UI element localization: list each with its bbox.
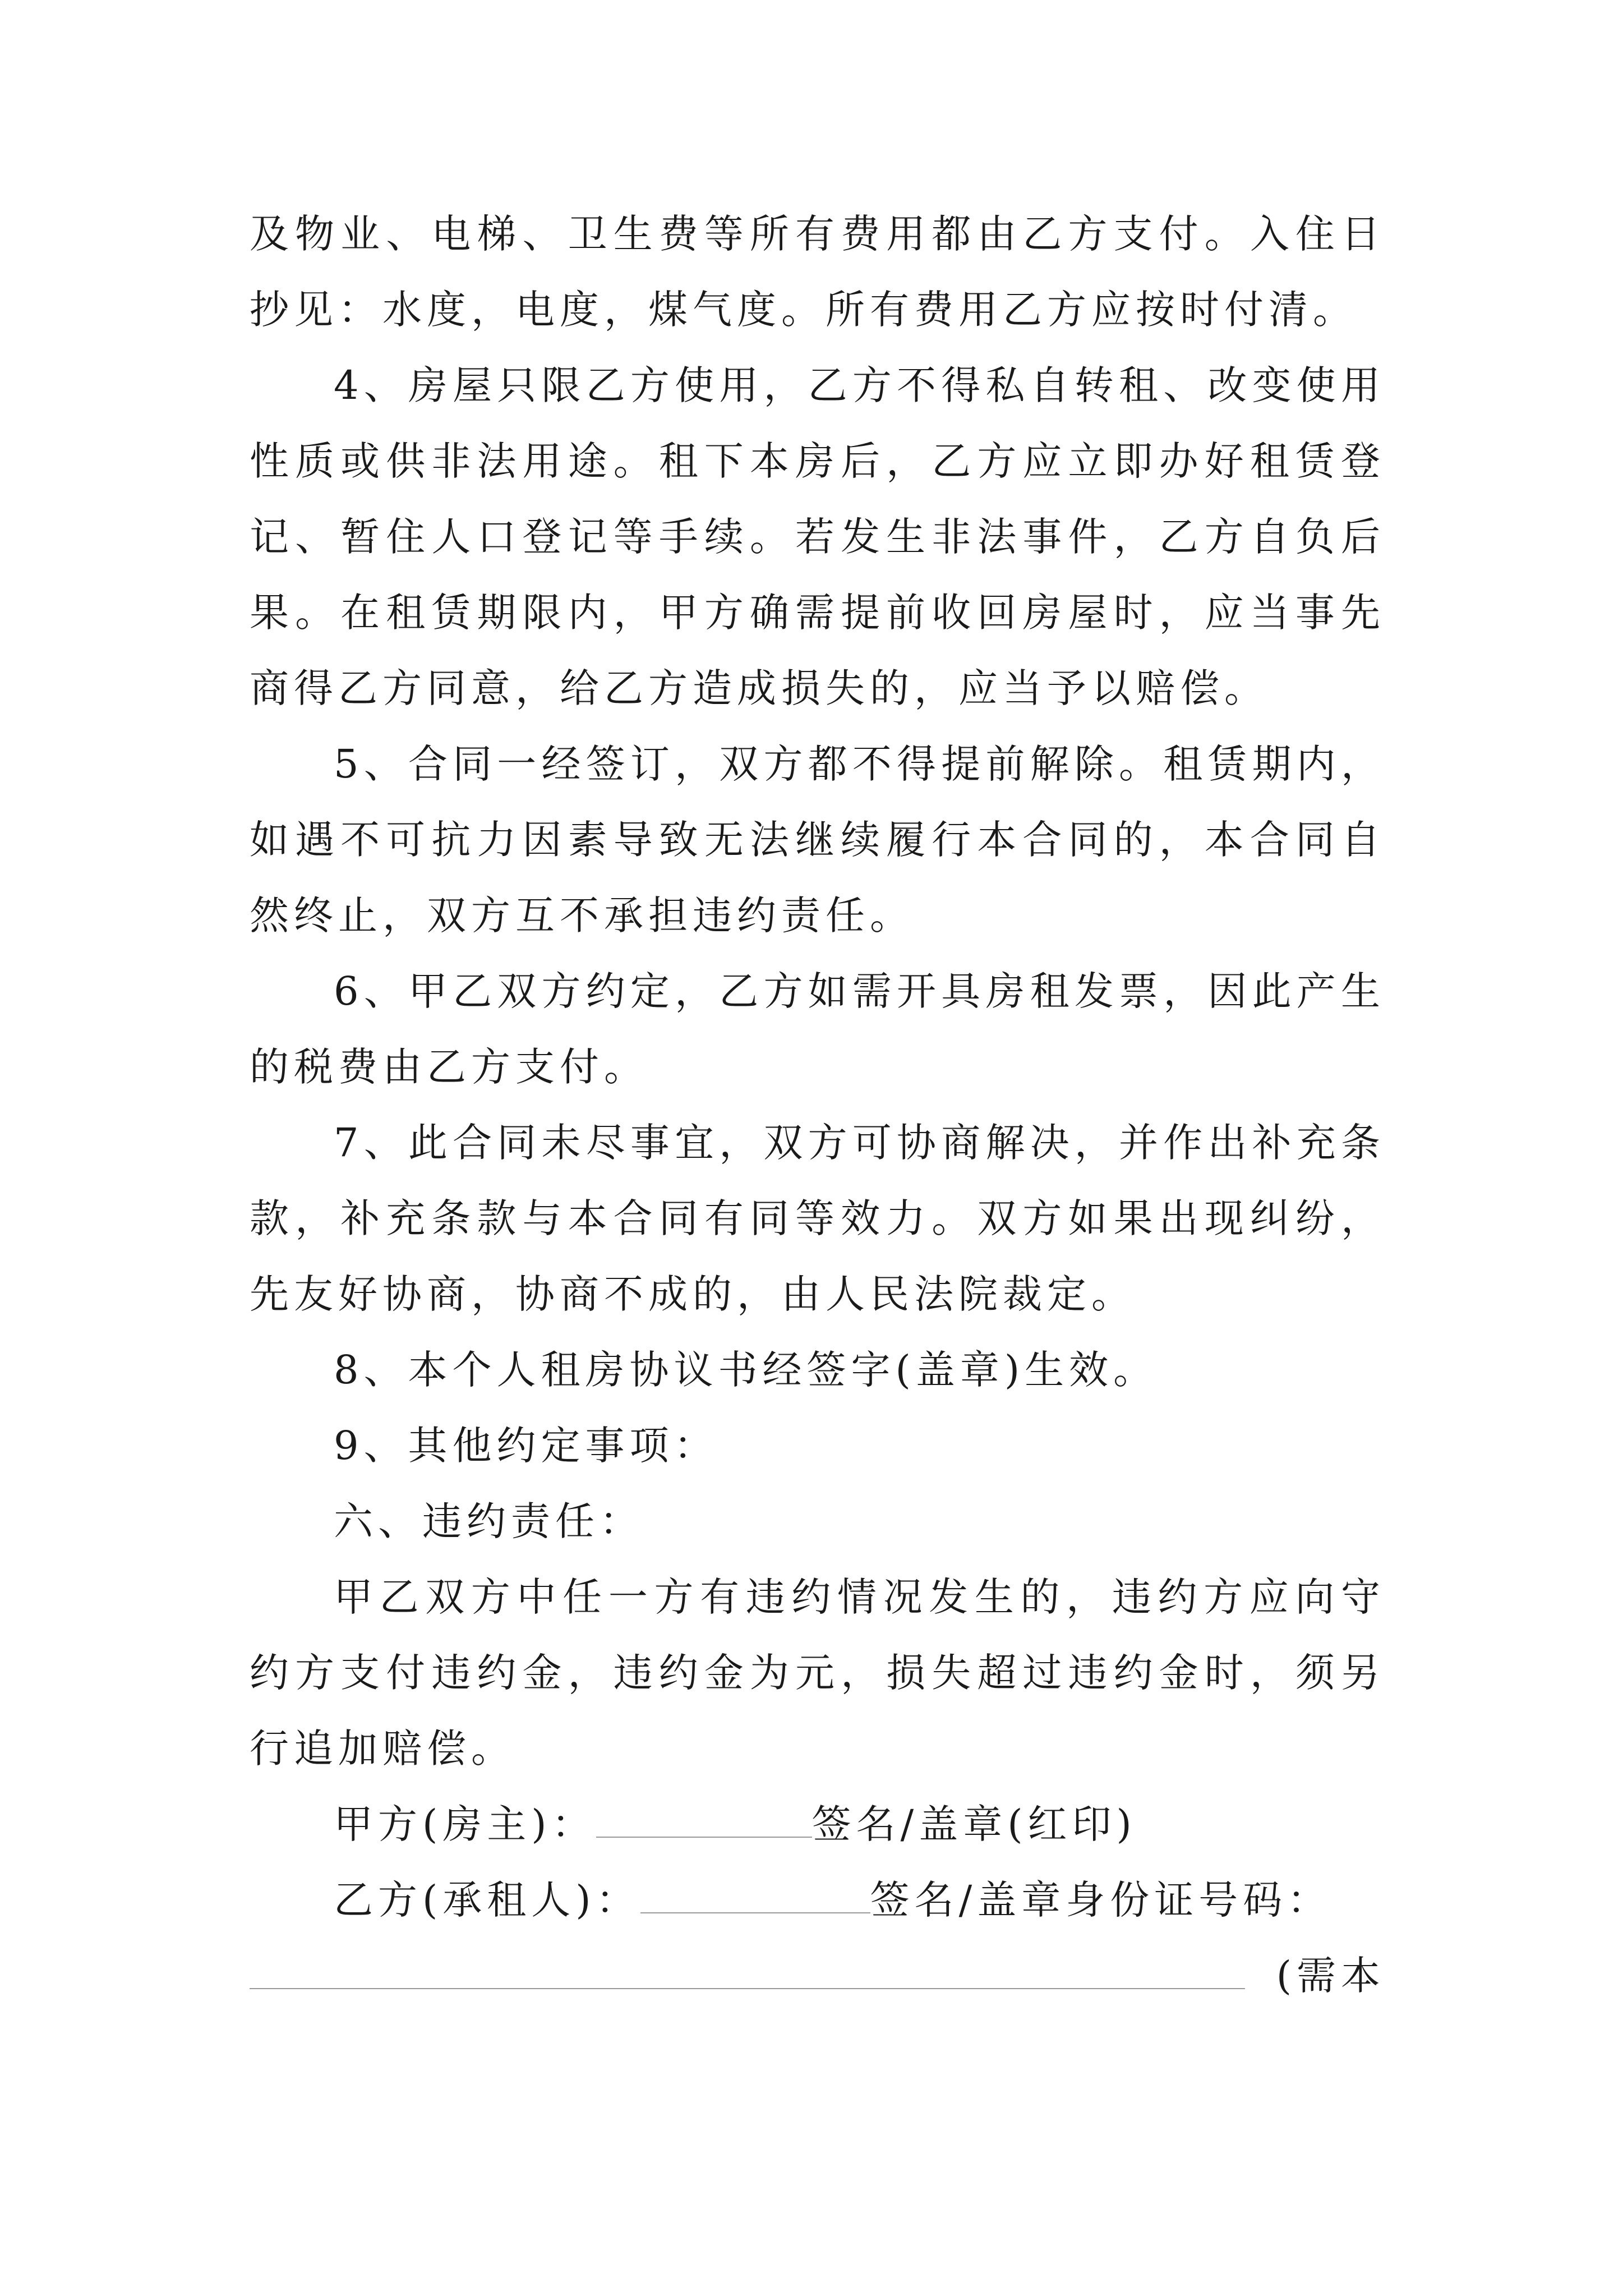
signature-line-party-b [250, 1862, 1385, 1938]
signature-line-party-a [250, 1787, 1385, 1862]
paragraph-clause-8: 8、本个人租房协议书经签字(盖章)生效。 [334, 1347, 1158, 1393]
paragraph-clause-4: 4、房屋只限乙方使用，乙方不得私自转租、改变使用性质或供非法用途。租下本房后，乙方应立即办好租赁登记、暂住人口登记等手续。若发生非法事件，乙方自负后果。在租赁期限内，甲方确需提前收回房屋时，应当事先商得乙方同意，给乙方造成损失的，应当予以赔偿。 [250, 362, 1385, 711]
id-number-line [250, 1938, 1385, 2014]
continuation-text: (需本 [1276, 1953, 1385, 1999]
paragraph-clause-5: 5、合同一经签订，双方都不得提前解除。租赁期内，如遇不可抗力因素导致无法继续履行本合同的，本合同自然终止，双方互不承担违约责任。 [250, 741, 1385, 938]
paragraph-breach-liability: 甲乙双方中任一方有违约情况发生的，违约方应向守约方支付违约金，违约金为元，损失超过违约金时，须另行追加赔偿。 [250, 1574, 1385, 1772]
id-number-blank [250, 1949, 1245, 1989]
party-a-suffix: 签名/盖章(红印) [811, 1801, 1137, 1847]
paragraph-clause-7: 7、此合同未尽事宜，双方可协商解决，并作出补充条款，补充条款与本合同有同等效力。双方如果出现纠纷，先友好协商，协商不成的，由人民法院裁定。 [250, 1120, 1385, 1317]
party-b-label: 乙方(承租人)： [334, 1877, 640, 1923]
party-a-label: 甲方(房主)： [334, 1801, 596, 1847]
party-b-suffix: 签名/盖章身份证号码： [870, 1877, 1332, 1923]
paragraph-clause-6: 6、甲乙双方约定，乙方如需开具房租发票，因此产生的税费由乙方支付。 [250, 968, 1385, 1090]
paragraph-clause-9: 9、其他约定事项： [334, 1423, 718, 1469]
party-a-signature-blank [596, 1797, 812, 1838]
document-body [250, 196, 1385, 2014]
paragraph-fees: 及物业、电梯、卫生费等所有费用都由乙方支付。入住日抄见：水度，电度，煤气度。所有费用乙方应按时付清。 [250, 211, 1385, 333]
party-b-signature-blank [640, 1873, 870, 1913]
section-heading-breach: 六、违约责任： [334, 1498, 644, 1544]
